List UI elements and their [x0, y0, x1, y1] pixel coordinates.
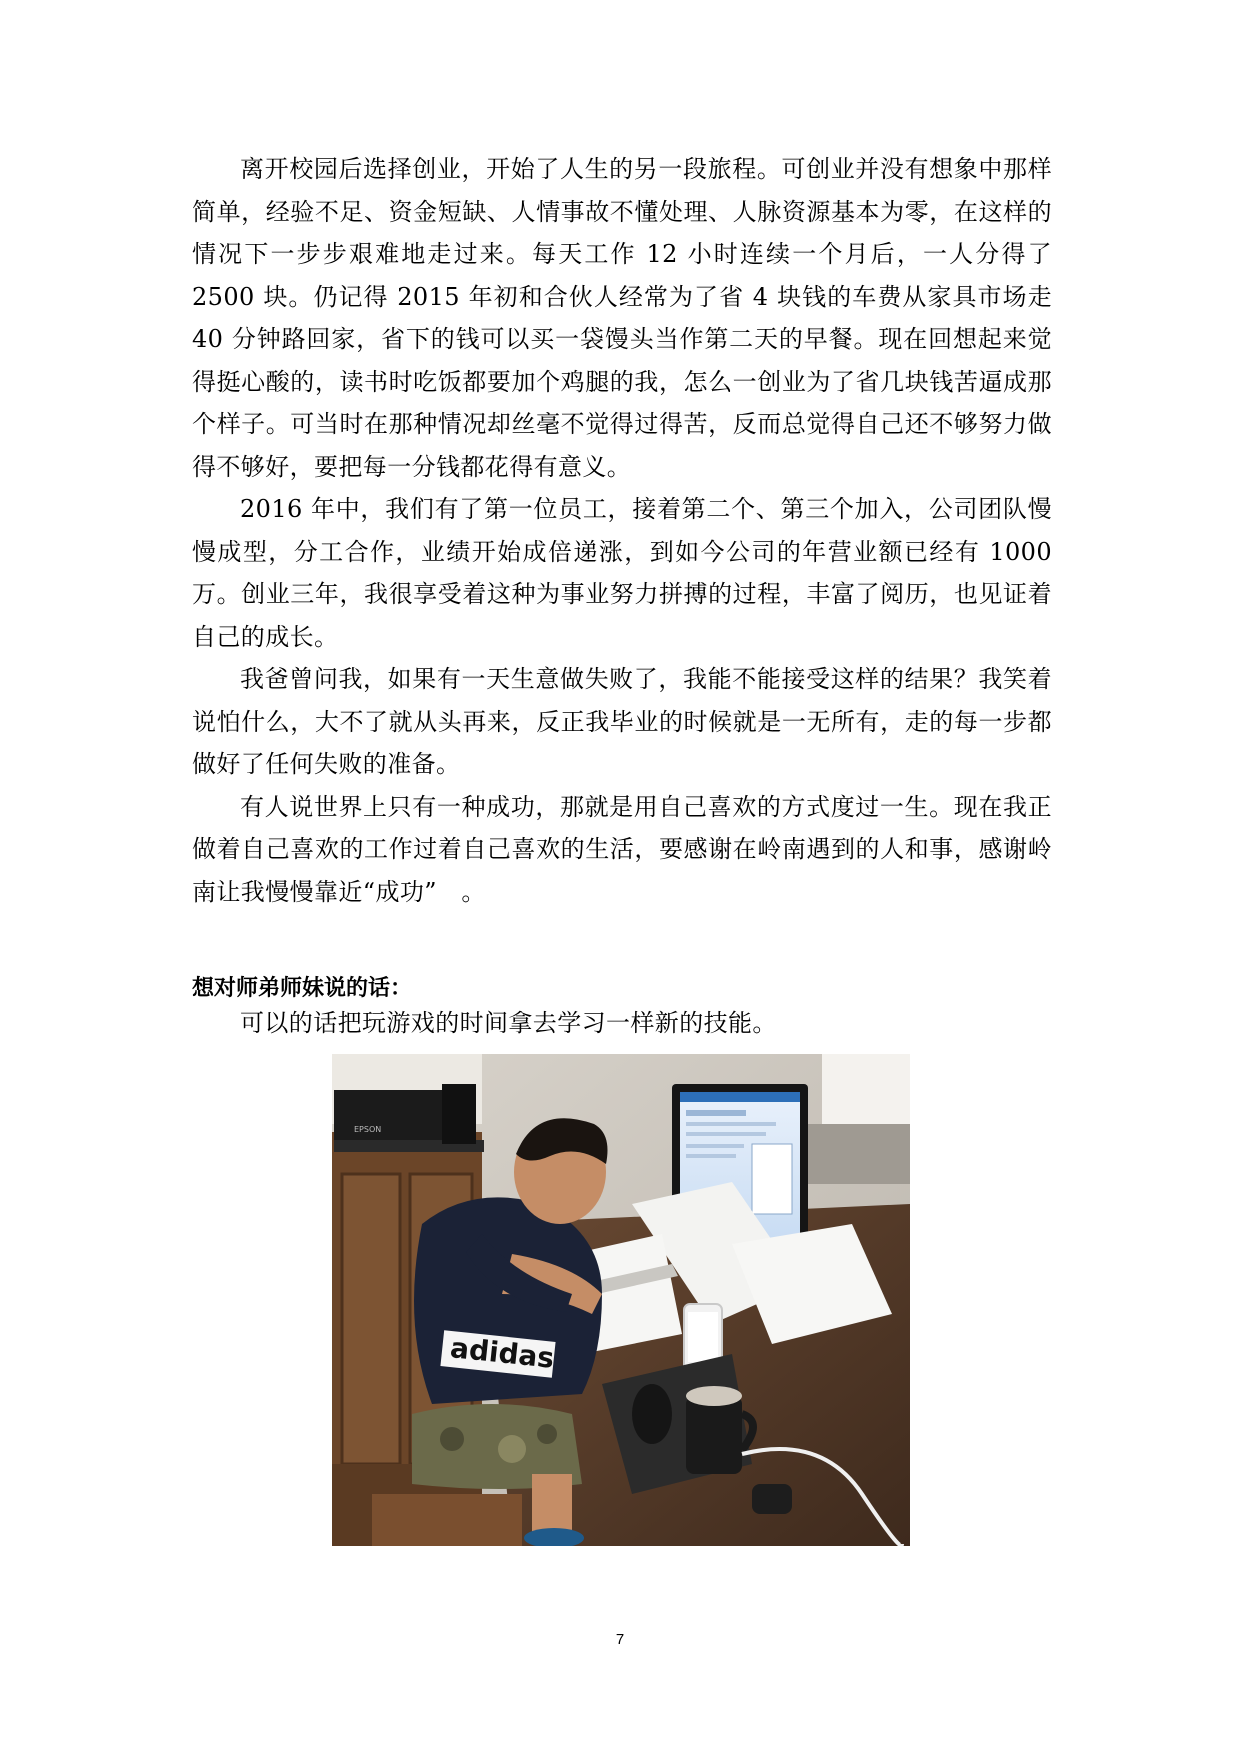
office-photo-illustration: [332, 1054, 910, 1546]
page-number: 7: [615, 1631, 625, 1648]
office-photo: [332, 1054, 910, 1546]
advice-text: 可以的话把玩游戏的时间拿去学习一样新的技能。: [240, 1009, 777, 1037]
paragraph-startup-journey: 离开校园后选择创业，开始了人生的另一段旅程。可创业并没有想象中那样简单，经验不足、资金短缺、人情事故不懂处理、人脉资源基本为零，在这样的情况下一步步艰难地走过来。每天工作 12 小时连续一个月后，一人分得了 2500 块。仍记得 2015 年初和合伙人经常为了省 4 块钱的车费从家具市场走 40 分钟路回家，省下的钱可以买一袋馒头当作第二天的早餐。现在回想起来觉得挺心酸的，读书时吃饭都要加个鸡腿的我，怎么一创业为了省几块钱苦逼成那个样子。可当时在那种情况却丝毫不觉得过得苦，反而总觉得自己还不够努力做得不够好，要把每一分钱都花得有意义。: [192, 155, 1052, 481]
shirt-logo-text: adidas: [448, 1331, 556, 1375]
article-body: [192, 148, 1052, 913]
printer-logo-text: EPSON: [354, 1125, 382, 1134]
paragraph-success: 有人说世界上只有一种成功，那就是用自己喜欢的方式度过一生。现在我正做着自己喜欢的工作过着自己喜欢的生活，要感谢在岭南遇到的人和事，感谢岭南让我慢慢靠近“成功” 。: [192, 792, 1052, 906]
paragraph-father-question: 我爸曾问我，如果有一天生意做失败了，我能不能接受这样的结果？我笑着说怕什么，大不了就从头再来，反正我毕业的时候就是一无所有，走的每一步都做好了任何失败的准备。: [192, 665, 1052, 778]
section-heading: 想对师弟师妹说的话：: [192, 976, 413, 1001]
paragraph-company-growth: 2016 年中，我们有了第一位员工，接着第二个、第三个加入，公司团队慢慢成型，分工合作，业绩开始成倍递涨，到如今公司的年营业额已经有 1000 万。创业三年，我很享受着这种为事业努力拼搏的过程，丰富了阅历，也见证着自己的成长。: [192, 495, 1052, 651]
